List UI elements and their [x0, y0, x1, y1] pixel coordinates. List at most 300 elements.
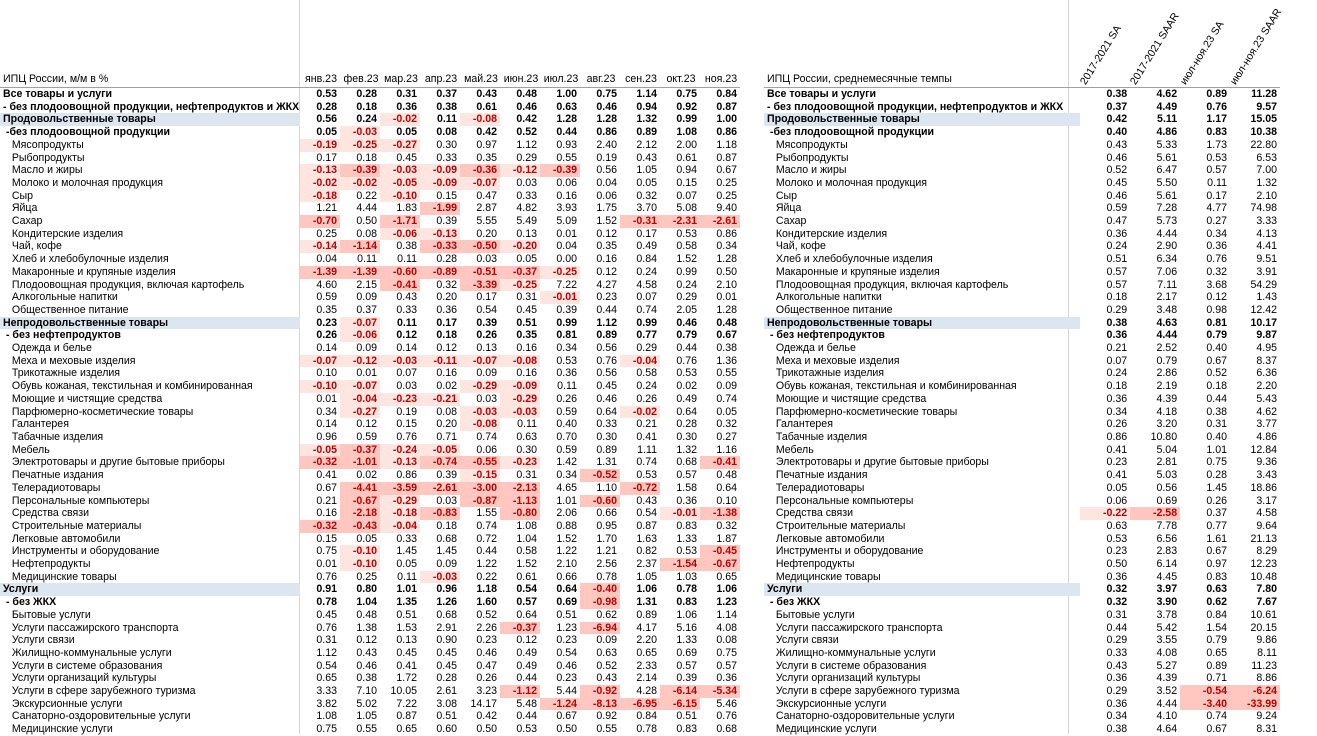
value-cell: 0.74	[1206, 710, 1228, 723]
value-cell: 0.39	[476, 316, 497, 329]
table-row	[0, 533, 740, 546]
category-row	[764, 113, 1280, 126]
value-cell: 0.63	[1106, 519, 1128, 532]
table-row	[764, 418, 1280, 431]
value-cell: 4.63	[1156, 316, 1178, 329]
value-cell: 0.26	[476, 329, 497, 342]
value-cell: 4.44	[356, 202, 377, 215]
value-cell: 0.25	[716, 189, 737, 202]
table-row	[0, 279, 740, 292]
value-cell: 0.06	[596, 189, 617, 202]
value-cell: 0.29	[1106, 634, 1128, 647]
column-header: авг.23	[586, 73, 616, 85]
row-label: Продовольственные товары	[764, 113, 1080, 126]
value-cell: 0.45	[316, 608, 337, 621]
value-cell: 0.24	[1106, 367, 1128, 380]
value-cell: 0.04	[596, 176, 617, 189]
value-cell: 1.05	[636, 570, 657, 583]
value-cell: 0.15	[316, 532, 337, 545]
value-cell: 0.67	[1206, 723, 1228, 736]
value-cell: -0.21	[420, 393, 460, 406]
value-cell: 5.49	[516, 215, 537, 228]
row-label: Плодоовощная продукция, включая картофель	[3, 278, 245, 291]
value-cell: 0.54	[636, 507, 657, 520]
value-cell: 0.14	[316, 342, 337, 355]
value-cell: -3.59	[380, 482, 420, 495]
value-cell: 0.20	[436, 418, 457, 431]
table-row	[764, 444, 1280, 457]
value-cell: 3.70	[636, 202, 657, 215]
value-cell: 0.90	[436, 634, 457, 647]
value-cell: 0.29	[1106, 685, 1128, 698]
value-cell: 2.52	[1156, 342, 1178, 355]
value-cell: 1.12	[516, 138, 537, 151]
table-row	[0, 367, 740, 380]
value-cell: 1.28	[556, 113, 577, 126]
value-cell: 0.51	[396, 608, 417, 621]
value-cell: 0.43	[636, 151, 657, 164]
value-cell: -0.07	[340, 380, 380, 393]
value-cell: 0.31	[316, 634, 337, 647]
value-cell: -0.92	[580, 685, 620, 698]
value-cell: 0.63	[596, 646, 617, 659]
row-label: Мясопродукты	[767, 138, 848, 151]
value-cell: 0.45	[436, 659, 457, 672]
value-cell: 4.49	[1156, 100, 1178, 113]
row-label: Сыр	[3, 189, 33, 202]
value-cell: 0.46	[516, 100, 537, 113]
value-cell: 0.33	[396, 532, 417, 545]
value-cell: 0.47	[476, 659, 497, 672]
value-cell: 0.74	[716, 392, 737, 405]
value-cell: 0.92	[676, 100, 697, 113]
value-cell: 0.83	[676, 723, 697, 736]
row-label: Кондитерские изделия	[3, 227, 124, 240]
value-cell: -0.18	[300, 190, 340, 203]
row-label: Трикотажные изделия	[3, 367, 121, 380]
value-cell: -2.13	[500, 482, 540, 495]
value-cell: -0.02	[300, 177, 340, 190]
table-row	[764, 228, 1280, 241]
value-cell: 0.29	[516, 151, 537, 164]
value-cell: 1.43	[1256, 291, 1277, 304]
row-label: Масло и жиры	[3, 164, 83, 177]
value-cell: 0.57	[1106, 278, 1128, 291]
value-cell: -6.24	[1230, 685, 1280, 698]
value-cell: 0.66	[556, 570, 577, 583]
table-row	[0, 456, 740, 469]
value-cell: 0.11	[1207, 176, 1228, 189]
value-cell: 1.28	[716, 303, 737, 316]
table-row	[0, 685, 740, 698]
value-cell: 0.76	[676, 354, 697, 367]
value-cell: 0.62	[1206, 596, 1228, 609]
value-cell: -0.50	[460, 240, 500, 253]
row-label: Средства связи	[3, 507, 90, 520]
value-cell: 4.13	[1256, 227, 1277, 240]
value-cell: 1.23	[556, 621, 577, 634]
value-cell: 0.55	[596, 723, 617, 736]
row-label: Электротовары и другие бытовые приборы	[767, 456, 989, 469]
value-cell: 1.32	[1256, 176, 1277, 189]
value-cell: -0.15	[460, 469, 500, 482]
value-cell: 0.49	[676, 392, 697, 405]
column-header: апр.23	[424, 73, 458, 85]
value-cell: 0.76	[1206, 100, 1228, 113]
value-cell: 0.57	[516, 596, 537, 609]
value-cell: 1.38	[356, 621, 377, 634]
value-cell: 3.43	[1256, 469, 1277, 482]
table-row	[0, 660, 740, 673]
value-cell: 2.86	[1156, 367, 1178, 380]
value-cell: 1.73	[1206, 138, 1228, 151]
value-cell: 1.83	[396, 202, 417, 215]
value-cell: 0.46	[596, 100, 617, 113]
value-cell: 15.05	[1250, 113, 1277, 126]
value-cell: 0.70	[556, 430, 577, 443]
value-cell: 0.37	[436, 88, 457, 100]
value-cell: 4.28	[636, 685, 657, 698]
table-row	[764, 596, 1280, 609]
row-label: Трикотажные изделия	[767, 367, 885, 380]
value-cell: -0.98	[580, 596, 620, 609]
value-cell: 0.41	[316, 469, 337, 482]
value-cell: 0.46	[476, 646, 497, 659]
value-cell: 0.20	[476, 227, 497, 240]
value-cell: -0.12	[340, 355, 380, 368]
value-cell: -0.03	[340, 126, 380, 139]
value-cell: 0.44	[676, 342, 697, 355]
value-cell: 0.13	[396, 634, 417, 647]
row-label: Хлеб и хлебобулочные изделия	[767, 253, 933, 266]
column-header: окт.23	[666, 73, 696, 85]
row-label: Электротовары и другие бытовые приборы	[3, 456, 225, 469]
value-cell: 21.13	[1250, 532, 1277, 545]
value-cell: 0.49	[516, 659, 537, 672]
row-label: Мебель	[3, 443, 50, 456]
value-cell: 0.57	[716, 659, 737, 672]
value-cell: 3.52	[1156, 685, 1178, 698]
value-cell: 0.38	[396, 240, 417, 253]
value-cell: -0.10	[300, 380, 340, 393]
column-header	[1177, 0, 1230, 88]
value-cell: -0.11	[420, 355, 460, 368]
value-cell: 0.36	[1106, 392, 1128, 405]
value-cell: 1.45	[436, 545, 457, 558]
value-cell: 12.84	[1250, 443, 1277, 456]
value-cell: 0.24	[356, 113, 377, 126]
value-cell: 0.31	[516, 291, 537, 304]
value-cell: 0.56	[1156, 481, 1178, 494]
value-cell: 4.77	[1206, 202, 1228, 215]
value-cell: 0.24	[636, 265, 657, 278]
value-cell: 3.90	[1156, 596, 1178, 609]
value-cell: -1.13	[500, 495, 540, 508]
row-label: Общественное питание	[3, 303, 129, 316]
value-cell: 3.20	[1156, 418, 1178, 431]
value-cell: 0.75	[316, 545, 337, 558]
value-cell: 0.30	[596, 430, 617, 443]
value-cell: 5.08	[676, 202, 697, 215]
value-cell: 0.26	[556, 392, 577, 405]
value-cell: 0.53	[1206, 151, 1228, 164]
table-row	[0, 393, 740, 406]
value-cell: 0.21	[1106, 342, 1128, 355]
value-cell: 0.81	[1206, 316, 1228, 329]
value-cell: 0.16	[436, 367, 457, 380]
value-cell: 0.07	[676, 189, 697, 202]
value-cell: 0.06	[1106, 494, 1128, 507]
value-cell: 1.10	[596, 481, 617, 494]
value-cell: 0.67	[1206, 354, 1228, 367]
value-cell: 9.86	[1256, 634, 1277, 647]
value-cell: 0.32	[1106, 596, 1128, 609]
table-row	[764, 469, 1280, 482]
value-cell: 0.65	[1206, 646, 1228, 659]
value-cell: 0.23	[316, 316, 337, 329]
value-cell: 0.65	[636, 646, 657, 659]
value-cell: 0.08	[716, 634, 737, 647]
value-cell: -0.07	[300, 355, 340, 368]
value-cell: 0.38	[1106, 88, 1128, 100]
value-cell: 0.44	[1106, 621, 1128, 634]
value-cell: 0.58	[676, 240, 697, 253]
value-cell: 0.37	[356, 303, 377, 316]
row-label: Строительные материалы	[767, 519, 906, 532]
value-cell: 1.16	[716, 443, 737, 456]
table-row	[764, 279, 1280, 292]
table-row	[0, 507, 740, 520]
value-cell: 2.90	[1156, 240, 1178, 253]
value-cell: 54.29	[1250, 278, 1277, 291]
value-cell: 3.33	[1256, 215, 1277, 228]
value-cell: 2.87	[476, 202, 497, 215]
value-cell: 0.05	[516, 253, 537, 266]
value-cell: 0.36	[396, 100, 417, 113]
value-cell: 1.18	[476, 583, 497, 596]
value-cell: 0.03	[516, 176, 537, 189]
column-header: фев.23	[343, 73, 379, 85]
row-label: Медицинские товары	[3, 570, 117, 583]
value-cell: 0.78	[636, 723, 657, 736]
value-cell: 0.23	[1106, 545, 1128, 558]
value-cell: 0.36	[1106, 672, 1128, 685]
row-label: - без ЖКХ	[3, 596, 57, 609]
table-row	[0, 88, 740, 101]
value-cell: 1.36	[716, 354, 737, 367]
row-label: Чай, кофе	[3, 240, 62, 253]
value-cell: 0.02	[356, 469, 377, 482]
value-cell: -6.14	[660, 685, 700, 698]
value-cell: 7.67	[1256, 596, 1277, 609]
value-cell: 0.56	[596, 367, 617, 380]
right-cpi-table	[764, 0, 1285, 736]
value-cell: 0.53	[556, 354, 577, 367]
value-cell: -0.03	[380, 355, 420, 368]
value-cell: 4.39	[1156, 672, 1178, 685]
value-cell: 7.06	[1156, 265, 1178, 278]
value-cell: 0.18	[436, 519, 457, 532]
table-row	[764, 698, 1280, 711]
value-cell: 0.34	[716, 240, 737, 253]
value-cell: 0.89	[596, 329, 617, 342]
value-cell: 0.86	[596, 126, 617, 139]
value-cell: 0.39	[676, 672, 697, 685]
value-cell: 5.48	[516, 697, 537, 710]
column-header	[1080, 0, 1130, 88]
value-cell: -0.08	[460, 113, 500, 126]
value-cell: -0.25	[500, 279, 540, 292]
column-header: ноя.23	[704, 73, 738, 85]
table-row	[764, 215, 1280, 228]
value-cell: 4.17	[636, 621, 657, 634]
row-label: Яйца	[3, 202, 38, 215]
value-cell: 0.09	[716, 380, 737, 393]
row-label: - без нефтепродуктов	[3, 329, 121, 342]
right-header-row	[764, 0, 1280, 88]
value-cell: 0.03	[396, 380, 417, 393]
value-cell: 0.29	[676, 291, 697, 304]
value-cell: 0.51	[436, 710, 457, 723]
value-cell: 0.79	[676, 329, 697, 342]
value-cell: 0.35	[476, 151, 497, 164]
value-cell: 1.35	[396, 596, 417, 609]
value-cell: 0.01	[316, 392, 337, 405]
value-cell: 6.47	[1156, 164, 1178, 177]
table-row	[0, 672, 740, 685]
value-cell: -2.18	[340, 507, 380, 520]
table-row	[0, 266, 740, 279]
row-label: Общественное питание	[767, 303, 893, 316]
table-row	[0, 710, 740, 723]
value-cell: 0.89	[636, 126, 657, 139]
value-cell: 3.97	[1156, 583, 1178, 596]
value-cell: 4.10	[1156, 710, 1178, 723]
value-cell: 1.52	[676, 253, 697, 266]
value-cell: 0.09	[356, 291, 377, 304]
value-cell: 0.12	[596, 265, 617, 278]
value-cell: 0.56	[316, 113, 337, 126]
value-cell: 1.01	[1206, 443, 1228, 456]
value-cell: 0.36	[676, 494, 697, 507]
table-row	[0, 723, 740, 736]
value-cell: -0.83	[420, 507, 460, 520]
value-cell: 0.86	[716, 227, 737, 240]
value-cell: 0.23	[556, 634, 577, 647]
value-cell: -0.25	[340, 139, 380, 152]
row-label: Плодоовощная продукция, включая картофель	[767, 278, 1009, 291]
value-cell: 0.36	[1106, 227, 1128, 240]
table-row	[0, 558, 740, 571]
table-row	[0, 431, 740, 444]
value-cell: 2.05	[676, 303, 697, 316]
value-cell: 6.14	[1156, 558, 1178, 571]
value-cell: -0.04	[620, 355, 660, 368]
row-label: Жилищно-коммунальные услуги	[767, 646, 936, 659]
table-row	[0, 469, 740, 482]
value-cell: 0.55	[556, 151, 577, 164]
value-cell: 0.11	[397, 570, 417, 583]
value-cell: 0.14	[396, 342, 417, 355]
value-cell: 0.05	[716, 405, 737, 418]
value-cell: 1.61	[1206, 532, 1228, 545]
table-row	[764, 558, 1280, 571]
value-cell: 0.78	[316, 596, 337, 609]
value-cell: 0.12	[1206, 291, 1228, 304]
column-header	[1127, 0, 1182, 88]
value-cell: 0.53	[676, 367, 697, 380]
value-cell: -0.36	[460, 164, 500, 177]
value-cell: -1.38	[700, 507, 740, 520]
value-cell: 9.36	[1256, 456, 1277, 469]
value-cell: 0.39	[556, 303, 577, 316]
value-cell: 0.45	[516, 303, 537, 316]
value-cell: 4.64	[1156, 723, 1178, 736]
value-cell: 10.38	[1250, 126, 1277, 139]
value-cell: 9.64	[1256, 519, 1277, 532]
value-cell: 0.97	[476, 138, 497, 151]
column-header	[1227, 0, 1285, 88]
value-cell: 1.28	[716, 253, 737, 266]
value-cell: -0.33	[420, 240, 460, 253]
value-cell: 0.34	[556, 469, 577, 482]
row-label: Сахар	[3, 215, 43, 228]
value-cell: 0.86	[396, 469, 417, 482]
table-row	[0, 634, 740, 647]
value-cell: 5.16	[676, 621, 697, 634]
value-cell: -0.19	[300, 139, 340, 152]
value-cell: 9.57	[1256, 100, 1277, 113]
value-cell: 0.15	[676, 176, 697, 189]
column-header-text: июл-ноя.23 SA	[1177, 19, 1227, 87]
value-cell: -0.09	[420, 164, 460, 177]
value-cell: 5.61	[1156, 189, 1178, 202]
value-cell: -0.52	[580, 469, 620, 482]
value-cell: 1.22	[476, 558, 497, 571]
table-row	[0, 622, 740, 635]
value-cell: 0.57	[676, 469, 697, 482]
value-cell: 0.66	[596, 507, 617, 520]
value-cell: 0.44	[476, 545, 497, 558]
value-cell: 1.00	[556, 88, 577, 100]
table-row	[0, 418, 740, 431]
value-cell: 0.30	[676, 430, 697, 443]
column-header: янв.23	[305, 73, 337, 85]
value-cell: 0.84	[716, 88, 737, 100]
value-cell: 11.28	[1251, 88, 1277, 100]
value-cell: 4.45	[1156, 570, 1178, 583]
value-cell: 12.42	[1250, 303, 1277, 316]
value-cell: 0.46	[556, 659, 577, 672]
value-cell: 1.01	[556, 494, 577, 507]
value-cell: 0.35	[316, 303, 337, 316]
value-cell: 0.37	[1106, 100, 1128, 113]
value-cell: 0.64	[596, 405, 617, 418]
value-cell: 6.34	[1156, 253, 1178, 266]
value-cell: 0.57	[1206, 164, 1228, 177]
value-cell: 0.82	[636, 545, 657, 558]
value-cell: 0.60	[436, 723, 457, 736]
table-row	[764, 329, 1280, 342]
value-cell: -0.05	[380, 177, 420, 190]
value-cell: 0.50	[1106, 558, 1128, 571]
value-cell: 0.12	[436, 342, 457, 355]
value-cell: 0.36	[436, 303, 457, 316]
value-cell: 0.25	[316, 227, 337, 240]
value-cell: 5.04	[1156, 443, 1178, 456]
value-cell: 4.44	[1156, 697, 1178, 710]
row-label: Мебель	[767, 443, 814, 456]
